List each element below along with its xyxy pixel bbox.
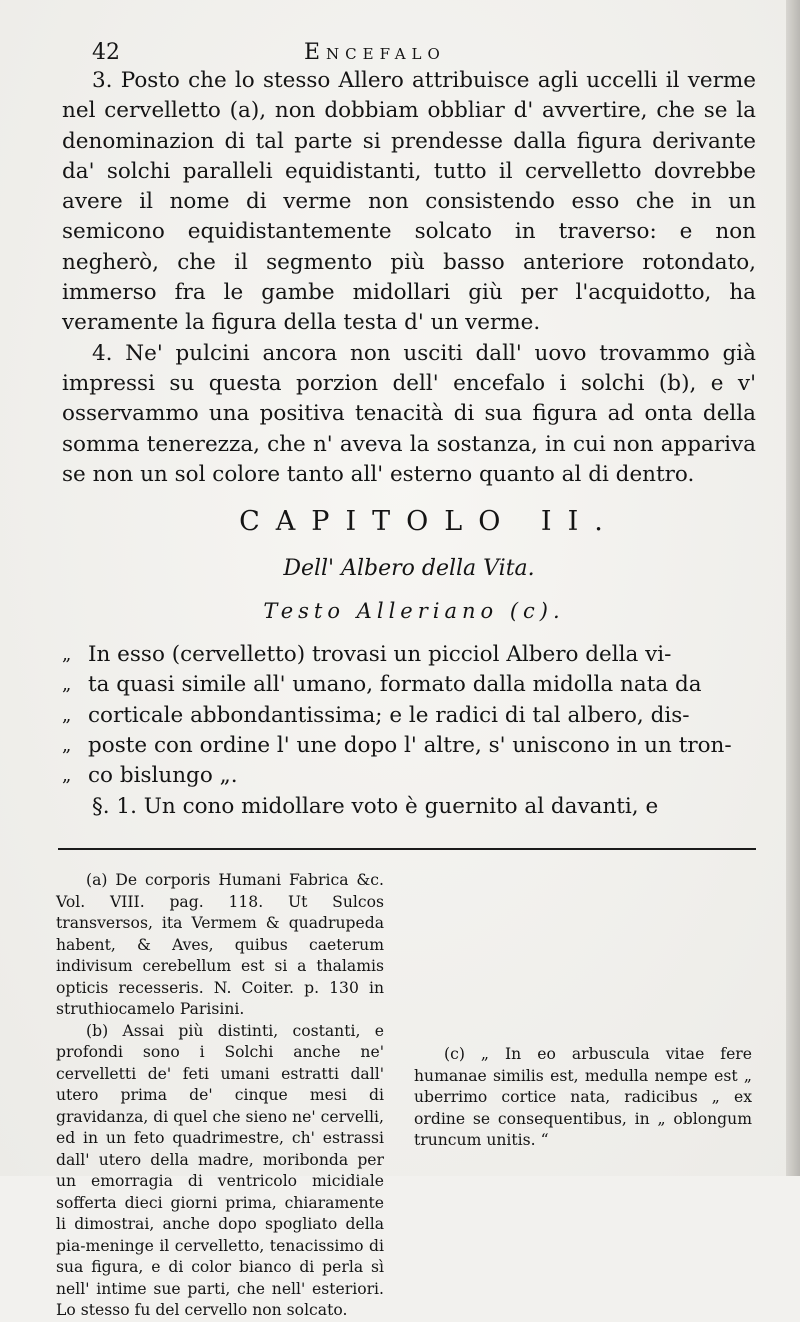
source-heading: Testo Alleriano (c). xyxy=(263,599,565,624)
footnote-column-right xyxy=(414,870,752,1152)
quote-mark: „ xyxy=(62,735,72,757)
quote-line-text: In esso (cervelletto) trovasi un picciol Albero della vi- xyxy=(88,642,672,668)
quoted-text xyxy=(62,640,756,791)
footnote-b: (b) Assai più distinti, costanti, e profondi sono i Solchi anche ne' cervelletti de' feti umani estratti dall' utero prima de' cinque mesi di gravidanza, di quel che sieno ne' cervelli, ed in un feto quadrimestre, ch' estrassi dall' utero della madre, moribonda per un emorragia di ventricolo micidiale sofferta dieci giorni prima, chiaramente li dimostrai, anche dopo spogliato della pia-meninge il cervelletto, tenacissimo di sua figura, e di color bianco di perla sì nell' intime sue parti, che nell' esteriori. Lo stesso fu del cervello non solcato. xyxy=(56,1021,384,1319)
page-edge xyxy=(786,0,800,1176)
section-1-opening: §. 1. Un cono midollare voto è guernito al davanti, e xyxy=(92,793,659,819)
quote-line-text: poste con ordine l' une dopo l' altre, s' uniscono in un tron- xyxy=(88,733,732,759)
footnote-c: (c) „ In eo arbuscula vitae fere humanae similis est, medulla nempe est „ uberrimo cortice nata, radicibus „ ex ordine se consequentibus, in „ oblongum truncum unitis. “ xyxy=(414,1045,752,1149)
running-title: Encefalo xyxy=(304,40,446,65)
quote-line xyxy=(62,670,756,700)
quote-line-text: corticale abbondantissima; e le radici di tal albero, dis- xyxy=(88,702,690,728)
quote-line xyxy=(62,701,756,731)
paragraph-3: 3. Posto che lo stesso Allero attribuisce agli uccelli il verme nel cervelletto (a), non dobbiam obbliar d' avvertire, che se la denominazion di tal parte si prendesse dalla figura derivante da' solchi paralleli equidistanti, tutto il cervelletto dovrebbe avere il nome di verme non consistendo esso che in un semicono equidistantemente solcato in traverso: e non negherò, che il segmento più basso anteriore rotondato, immerso fra le gambe midollari giù per l'acquidotto, ha veramente la figura della testa d' un verme. xyxy=(62,68,756,336)
footnote-divider xyxy=(58,848,756,850)
main-text xyxy=(62,66,756,822)
footnotes xyxy=(56,870,756,1319)
footnote-column-left xyxy=(56,870,384,1322)
footnote-spacer xyxy=(414,870,752,1044)
chapter-subtitle: Dell' Albero della Vita. xyxy=(283,556,535,582)
chapter-title: CAPITOLO II. xyxy=(239,506,619,538)
page-number: 42 xyxy=(92,40,120,65)
quote-line-text: ta quasi simile all' umano, formato dalla midolla nata da xyxy=(88,672,702,698)
quote-mark: „ xyxy=(62,644,72,666)
quote-mark: „ xyxy=(62,674,72,696)
paragraph-4: 4. Ne' pulcini ancora non usciti dall' uovo trovammo già impressi su questa porzion dell' encefalo i solchi (b), e v' osservammo una positiva tenacità di sua figura ad onta della somma tenerezza, che n' aveva la sostanza, in cui non appariva se non un sol colore tanto all' esterno quanto al di dentro. xyxy=(62,340,756,487)
quote-line-text: co bislungo „. xyxy=(88,763,238,789)
footnote-a: (a) De corporis Humani Fabrica &c. Vol. VIII. pag. 118. Ut Sulcos transversos, ita Vermem & quadrupeda habent, & Aves, quibus caeterum indivisum cerebellum est si a thalamis opticis recesseris. N. Coiter. p. 130 in struthiocamelo Parisini. xyxy=(56,871,384,1018)
quote-mark: „ xyxy=(62,765,72,787)
quote-line xyxy=(62,640,756,670)
quote-mark: „ xyxy=(62,704,72,726)
quote-line xyxy=(62,761,756,791)
quote-line xyxy=(62,731,756,761)
